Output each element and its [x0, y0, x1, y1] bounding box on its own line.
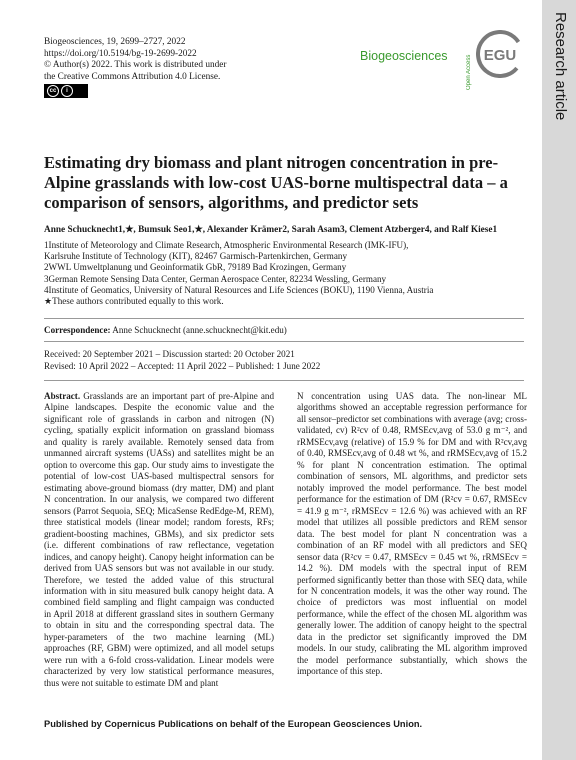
- correspondence-email[interactable]: Anne Schucknecht (anne.schucknecht@kit.edu): [112, 325, 287, 335]
- open-access-label: Open Access: [466, 54, 472, 90]
- correspondence: [44, 325, 287, 335]
- paper-title: Estimating dry biomass and plant nitrogen concentration in pre-Alpine grasslands with low-cost UAS-borne multispectral data – a comparison of sensors, algorithms, and predictor sets: [44, 153, 508, 212]
- abstract-column-right: [297, 391, 527, 678]
- license-line: the Creative Commons Attribution 4.0 License.: [44, 71, 221, 82]
- doi-link[interactable]: https://doi.org/10.5194/bg-19-2699-2022: [44, 48, 197, 59]
- by-icon: i: [61, 85, 73, 97]
- section-label: Research article: [552, 12, 569, 121]
- affiliation-line: 3German Remote Sensing Data Center, German Aerospace Center, 82234 Wessling, Germany: [44, 273, 387, 284]
- equal-contribution-note: ★These authors contributed equally to this work.: [44, 296, 224, 307]
- article-metadata: [44, 37, 227, 83]
- abstract-text-left: Grasslands are an important part of pre-Alpine and Alpine landscapes. Despite the economic value and the significant role of grasslands in carbon and nitrogen (N) cycling, spatially explicit information on grassland biomass and quality is rarely available. Remotely sensed data from unmanned aircraft systems (UASs) and satellites might be an option to overcome this gap. Our study aims to investigate the potential of low-cost UAS-based multispectral sensors for estimating above-ground biomass (dry matter, DM) and plant N concentration. In our analysis, we compared two different sensors (Parrot Sequoia, SEQ; MicaSense RedEdge-M, REM), three statistical models (linear model; random forests, RFs; gradient-boosting machines, GBMs), and six predictor sets (i.e. different combinations of raw reflectance, vegetation indices, and canopy height). Canopy height information can be derived from UAS sensors but was not available in our study. Therefore, we tested the added value of this structural information with in situ measured bulk canopy height data. A combined field sampling and flight campaign was conducted in April 2018 at different grassland sites in southern Germany to obtain in situ and the corresponding spectral data. The hyper-parameters of the two machine learning (ML) approaches (RF, GBM) were optimized, and all model setups were run with a 6-fold cross-validation. Linear models were characterized by very low statistical performance measures, thus were not suitable to estimate DM and plant: [44, 391, 274, 688]
- section-sidebar: [542, 0, 576, 760]
- affiliations: [44, 240, 524, 307]
- cc-icon: cc: [47, 85, 59, 97]
- journal-name: Biogeosciences: [360, 49, 448, 63]
- published-date-line: Revised: 10 April 2022 – Accepted: 11 April 2022 – Published: 1 June 2022: [44, 360, 321, 371]
- affiliation-line: 4Institute of Geomatics, University of Natural Resources and Life Sciences (BOKU), 1190 Vienna, Austria: [44, 284, 434, 295]
- divider: [44, 341, 524, 342]
- abstract-label: Abstract.: [44, 391, 81, 401]
- egu-logo-text: EGU: [483, 47, 517, 64]
- abstract-text-right: N concentration using UAS data. The non-linear ML algorithms showed an acceptable regression performance for all sensor–predictor set combinations with average (avg; cross-validated, cv) R²cv of 0.48, RMSEcv,avg of 53.0 g m⁻², and rRMSEcv,avg (relative) of 15.9 % for DM and with R²cv,avg of 0.40, RMSEcv,avg of 0.48 wt %, and rRMSEcv,avg of 15.2 % for plant N concentration estimation. The optimal combination of sensors, ML algorithms, and predictor sets notably improved the model performance. The best model performance for the estimation of DM (R²cv = 0.67, RMSEcv = 41.9 g m⁻², rRMSEcv = 12.6 %) was achieved with an RF model that utilizes all possible predictors and REM sensor data. The best model for plant N concentration was a combination of an RF model with all predictors and SEQ sensor data (R²cv = 0.47, RMSEcv = 0.45 wt %, rRMSEcv = 14.2 %). DM models with the spectral input of REM performed significantly better than those with SEQ data, while for N concentration models, it was the other way round. The choice of predictors was most influential on model performance, while the effect of the chosen ML algorithm was generally lower. The addition of canopy height to the spectral data in the predictor set significantly improved the DM models. In our study, calibrating the ML algorithm improved the model performance substantially, which shows the importance of this step.: [297, 391, 527, 677]
- affiliation-line: 2WWL Umweltplanung und Geoinformatik GbR, 79189 Bad Krozingen, Germany: [44, 262, 347, 273]
- author-list: Anne Schucknecht1,★, Bumsuk Seo1,★, Alexander Krämer2, Sarah Asam3, Clement Atzberger4, and Ralf Kiese1: [44, 225, 498, 235]
- egu-logo-icon: [476, 30, 524, 78]
- divider: [44, 318, 524, 319]
- cc-license-badge[interactable]: [44, 84, 88, 98]
- correspondence-label: Correspondence:: [44, 325, 111, 335]
- copyright-line: © Author(s) 2022. This work is distributed under: [44, 60, 227, 70]
- citation: Biogeosciences, 19, 2699–2727, 2022: [44, 37, 186, 47]
- publisher-footer: Published by Copernicus Publications on behalf of the European Geosciences Union.: [44, 719, 423, 729]
- affiliation-line: Karlsruhe Institute of Technology (KIT), 82467 Garmisch-Partenkirchen, Germany: [44, 251, 347, 262]
- divider: [44, 380, 524, 381]
- abstract-column-left: [44, 391, 274, 689]
- affiliation-line: 1Institute of Meteorology and Climate Research, Atmospheric Environmental Research (IMK-IFU),: [44, 240, 409, 250]
- received-date-line: Received: 20 September 2021 – Discussion started: 20 October 2021: [44, 349, 295, 359]
- publication-dates: [44, 349, 320, 372]
